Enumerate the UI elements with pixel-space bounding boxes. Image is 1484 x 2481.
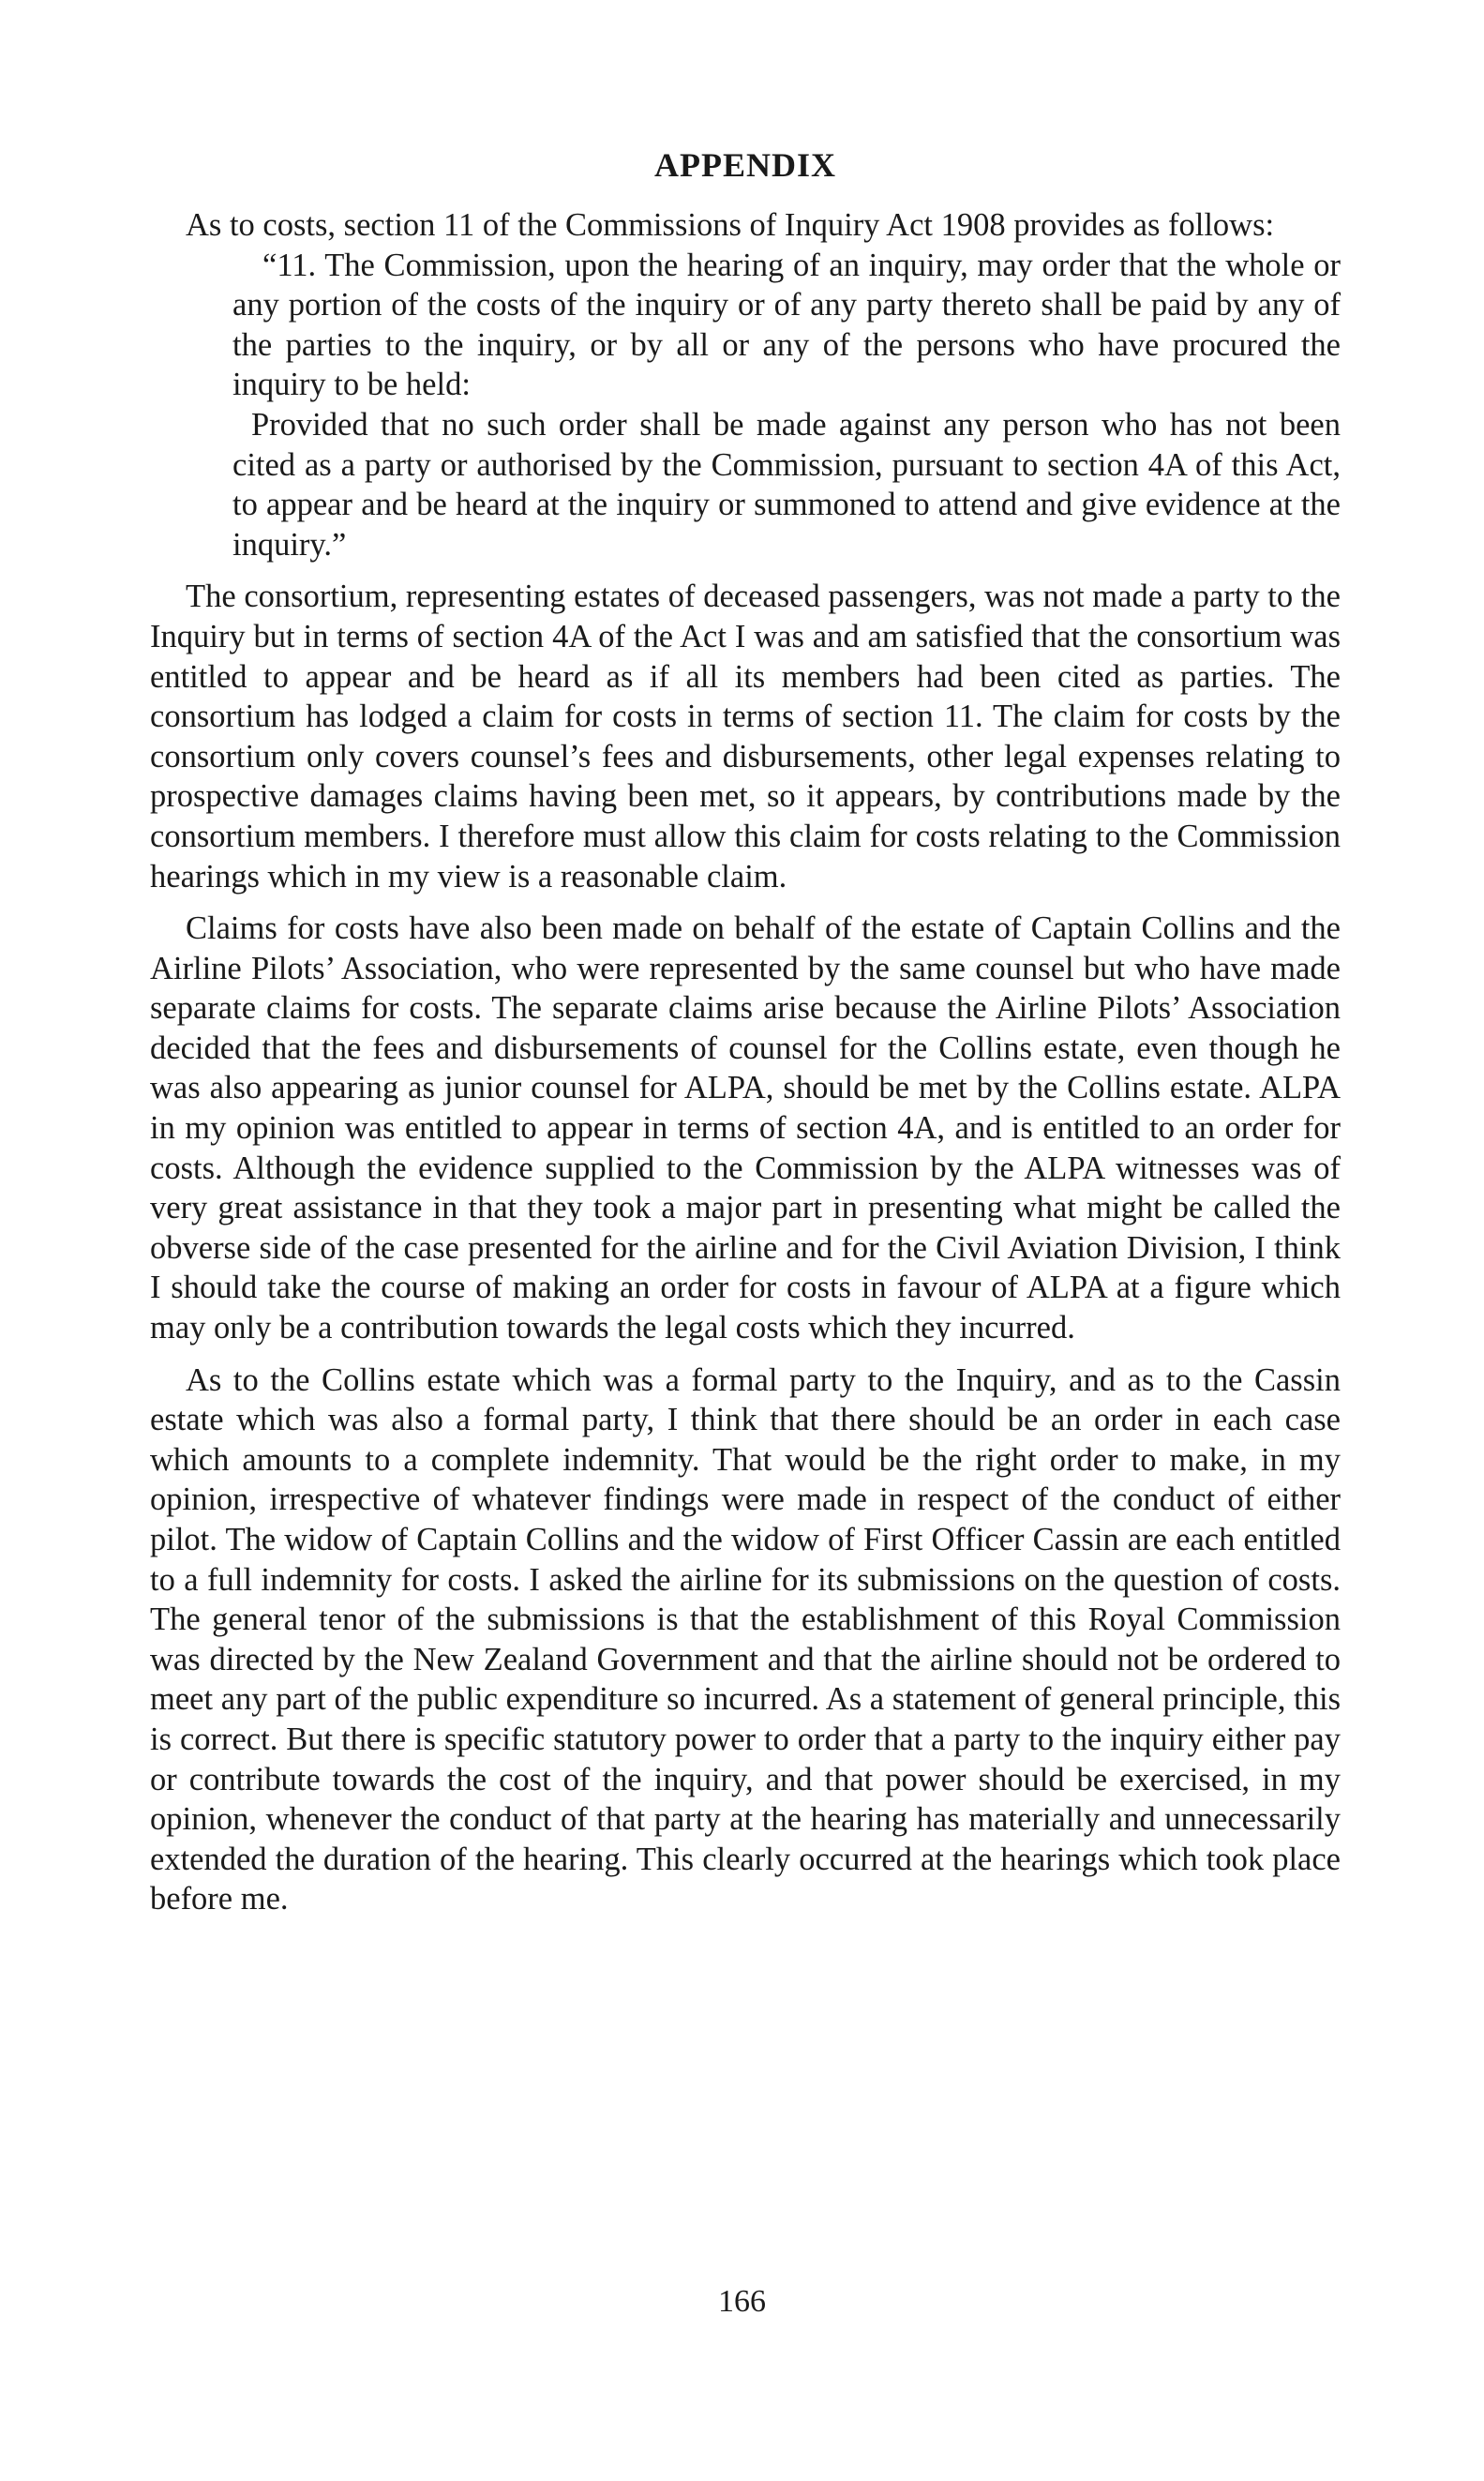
page-title: APPENDIX — [654, 146, 836, 184]
statute-quote — [232, 246, 1341, 565]
collins-cassin-paragraph: As to the Collins estate which was a formal party to the Inquiry, and as to the Cassin estate which was also a formal party, I think that there should be an order in each case which amounts to a complete indemnity. That would be the right order to make, in my opinion, irrespective of whatever findings were made in respect of the conduct of either pilot. The widow of Captain Collins and the widow of First Officer Cassin are each entitled to a full indemnity for costs. I asked the airline for its submissions on the question of costs. The general tenor of the submissions is that the establishment of this Royal Commission was directed by the New Zealand Government and that the airline should not be ordered to meet any part of the public expenditure so incurred. As a statement of general principle, this is correct. But there is specific statutory power to order that a party to the inquiry either pay or contribute towards the cost of the inquiry, and that power should be exercised, in my opinion, whenever the conduct of that party at the hearing has materially and unnecessarily extended the duration of the hearing. This clearly occurred at the hearings which took place before me. — [150, 1361, 1341, 1917]
consortium-paragraph: The consortium, representing estates of deceased passengers, was not made a party to the Inquiry but in terms of section 4A of the Act I was and am satisfied that the consortium was entitled to appear and be heard as if all its members had been cited as parties. The consortium has lodged a claim for costs in terms of section 11. The claim for costs by the consortium only covers counsel’s fees and disbursements, other legal expenses relating to prospective damages claims having been met, so it appears, by contributions made by the consortium members. I therefore must allow this claim for costs relating to the Commission hearings which in my view is a reasonable claim. — [150, 579, 1341, 895]
claims-paragraph: Claims for costs have also been made on behalf of the estate of Captain Collins and the Airline Pilots’ Association, who were represented by the same counsel but who have made separate claims for costs. The separate claims arise because the Airline Pilots’ Association decided that the fees and disbursements of counsel for the Collins estate, even though he was also appearing as junior counsel for ALPA, should be met by the Collins estate. ALPA in my opinion was entitled to appear in terms of section 4A, and is entitled to an order for costs. Although the evidence supplied to the Commission by the ALPA witnesses was of very great assistance in that they took a major part in presenting what might be called the obverse side of the case presented for the airline and for the Civil Aviation Division, I think I should take the course of making an order for costs in favour of ALPA at a figure which may only be a contribution towards the legal costs which they incurred. — [150, 910, 1341, 1346]
quote-paragraph-proviso: Provided that no such order shall be made against any person who has not been cited as a party or authorised by the Commission, pursuant to section 4A of this Act, to appear and be heard at the inquiry or summoned to attend and give evidence at the inquiry.” — [232, 406, 1341, 563]
document-page — [150, 145, 1341, 1919]
intro-paragraph: As to costs, section 11 of the Commissions of Inquiry Act 1908 provides as follows: — [186, 207, 1275, 243]
page-number: 166 — [718, 2284, 766, 2319]
quote-paragraph-section-11: “11. The Commission, upon the hearing of an inquiry, may order that the whole or any portion of the costs of the inquiry or of any party thereto shall be paid by any of the parties to the inquiry, or by all or any of the persons who have procured the inquiry to be held: — [232, 247, 1341, 403]
